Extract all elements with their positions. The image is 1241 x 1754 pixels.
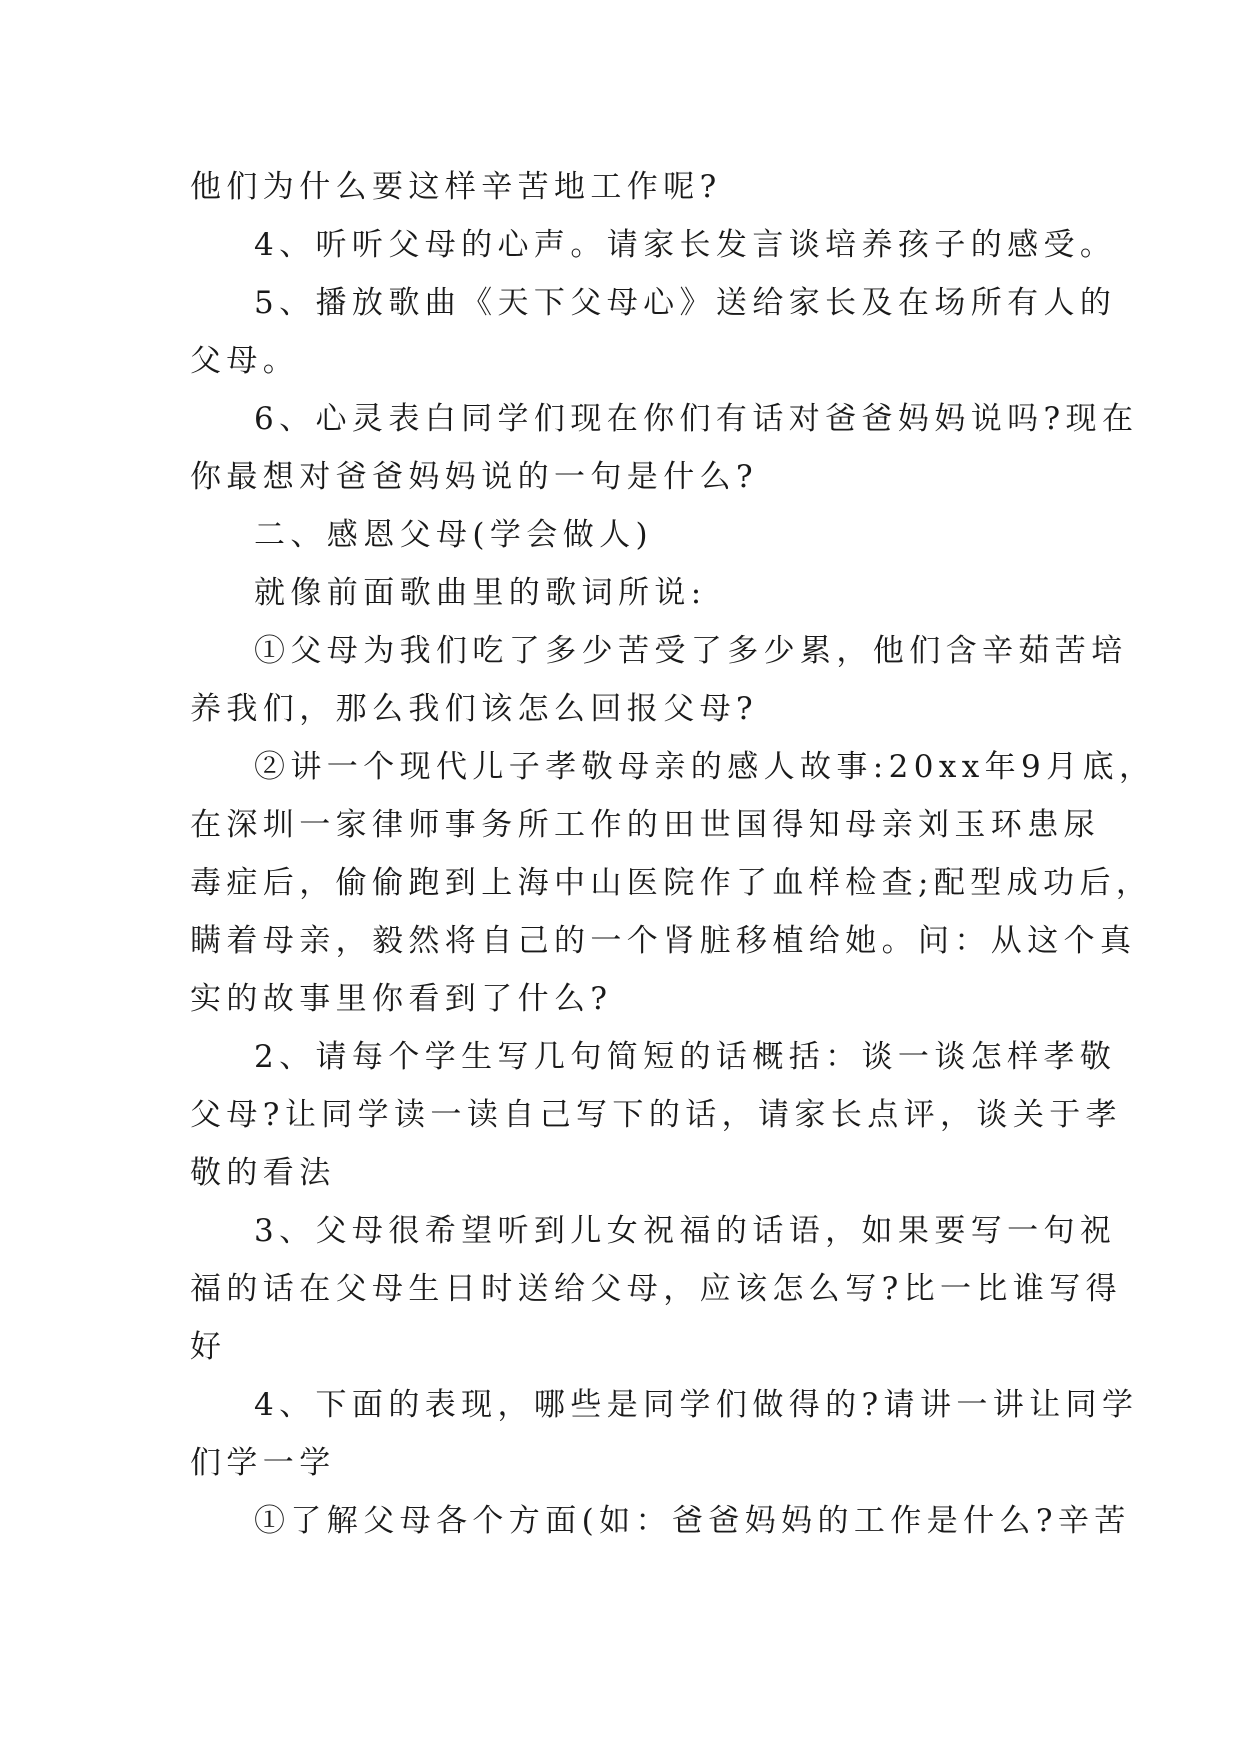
text-line-10: 养我们，那么我们该怎么回报父母? — [190, 691, 759, 727]
text-line-20: 福的话在父母生日时送给父母，应该怎么写?比一比谁写得 — [190, 1271, 1123, 1307]
text-line-13: 毒症后，偷偷跑到上海中山医院作了血样检查;配型成功后， — [190, 865, 1153, 901]
text-line-14: 瞒着母亲，毅然将自己的一个肾脏移植给她。问：从这个真 — [190, 923, 1137, 959]
section-heading: 二、感恩父母(学会做人) — [254, 517, 653, 553]
text-line-18: 敬的看法 — [190, 1155, 336, 1191]
text-line-22: 4、下面的表现，哪些是同学们做得的?请讲一讲让同学 — [254, 1387, 1139, 1423]
text-line-9: ①父母为我们吃了多少苦受了多少累，他们含辛茹苦培 — [254, 633, 1128, 669]
document-body — [190, 158, 1156, 1550]
text-line-6: 你最想对爸爸妈妈说的一句是什么? — [190, 459, 759, 495]
text-line-2: 4、听听父母的心声。请家长发言谈培养孩子的感受。 — [254, 227, 1117, 263]
text-line-5: 6、心灵表白同学们现在你们有话对爸爸妈妈说吗?现在 — [254, 401, 1139, 437]
text-line-4: 父母。 — [190, 343, 300, 379]
text-line-21: 好 — [190, 1329, 227, 1365]
text-line-15: 实的故事里你看到了什么? — [190, 981, 613, 1017]
text-line-11: ②讲一个现代儿子孝敬母亲的感人故事:20xx年9月底， — [254, 749, 1156, 785]
text-line-19: 3、父母很希望听到儿女祝福的话语，如果要写一句祝 — [254, 1213, 1117, 1249]
text-line-23: 们学一学 — [190, 1445, 336, 1481]
text-line-17: 父母?让同学读一读自己写下的话，请家长点评，谈关于孝 — [190, 1097, 1123, 1133]
text-line-16: 2、请每个学生写几句简短的话概括：谈一谈怎样孝敬 — [254, 1039, 1117, 1075]
text-line-12: 在深圳一家律师事务所工作的田世国得知母亲刘玉环患尿 — [190, 807, 1100, 843]
text-line-24: ①了解父母各个方面(如：爸爸妈妈的工作是什么?辛苦 — [254, 1503, 1131, 1539]
text-line-1: 他们为什么要这样辛苦地工作呢? — [190, 169, 722, 205]
text-line-3: 5、播放歌曲《天下父母心》送给家长及在场所有人的 — [254, 285, 1117, 321]
text-line-8: 就像前面歌曲里的歌词所说: — [254, 575, 707, 611]
